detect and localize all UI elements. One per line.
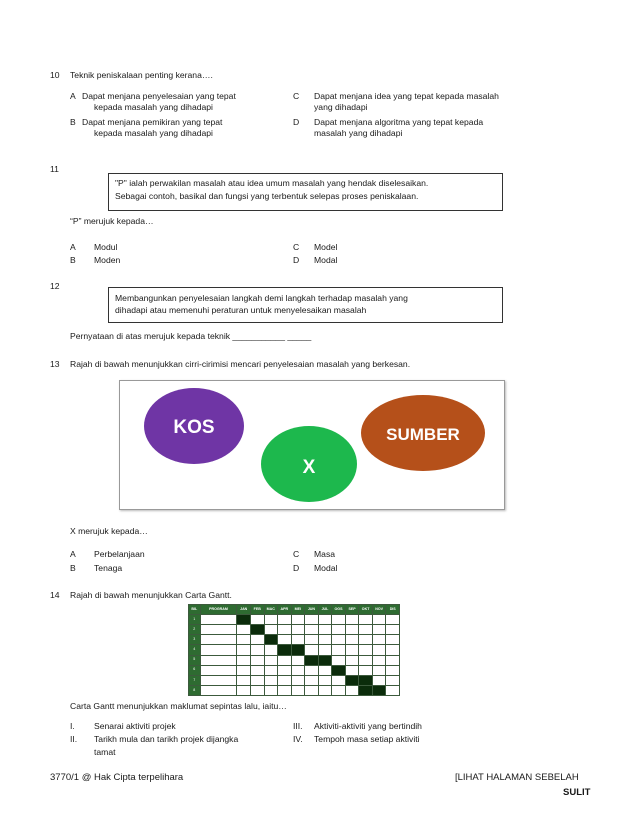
gantt-empty-cell (386, 685, 400, 695)
question-14-stem: Rajah di bawah menunjukkan Carta Gantt. (70, 590, 232, 600)
gantt-header-cell: OKT (359, 605, 373, 615)
gantt-empty-cell (305, 685, 319, 695)
gantt-empty-cell (386, 665, 400, 675)
q13-option-d-letter: D (293, 563, 300, 573)
gantt-empty-cell (372, 665, 386, 675)
q11-option-c: Model (314, 242, 338, 252)
gantt-empty-cell (332, 645, 346, 655)
q10-option-d-letter: D (293, 117, 300, 127)
gantt-program-cell (200, 635, 237, 645)
gantt-empty-cell (372, 635, 386, 645)
question-12-statement-box (108, 287, 503, 323)
q14-item3: Aktiviti-aktiviti yang bertindih (314, 721, 422, 731)
q14-item1-roman: I. (70, 721, 75, 731)
q10-option-d-line2: masalah yang dihadapi (314, 128, 403, 138)
q11-box-line1: "P" ialah perwakilan masalah atau idea umum masalah yang hendak diselesaikan. (115, 178, 429, 188)
gantt-empty-cell (237, 645, 251, 655)
venn-diagram (120, 381, 504, 509)
q10-option-a-letter: A (70, 91, 76, 101)
q10-option-b-letter: B (70, 117, 76, 127)
gantt-empty-cell (305, 665, 319, 675)
gantt-program-cell (200, 645, 237, 655)
gantt-empty-cell (305, 615, 319, 625)
q10-option-c-line2: yang dihadapi (314, 102, 368, 112)
gantt-bar-cell (332, 665, 346, 675)
gantt-row (189, 625, 400, 635)
footer-sulit: SULIT (563, 787, 591, 798)
gantt-program-cell (200, 665, 237, 675)
gantt-header-cell: DIS (386, 605, 400, 615)
q14-item4-roman: IV. (293, 734, 303, 744)
gantt-empty-cell (291, 665, 305, 675)
q13-option-a-letter: A (70, 549, 76, 559)
q14-item3-roman: III. (293, 721, 303, 731)
gantt-empty-cell (345, 685, 359, 695)
question-10-stem: Teknik peniskalaan penting kerana…. (70, 70, 213, 80)
gantt-row (189, 665, 400, 675)
gantt-bar-cell (345, 675, 359, 685)
gantt-header-cell: SEP (345, 605, 359, 615)
gantt-program-cell (200, 615, 237, 625)
gantt-empty-cell (305, 675, 319, 685)
gantt-empty-cell (291, 625, 305, 635)
question-13-number: 13 (50, 359, 60, 369)
gantt-chart (188, 604, 400, 696)
gantt-header-cell: JUL (318, 605, 332, 615)
circle-x-label: X (302, 457, 316, 478)
gantt-row (189, 675, 400, 685)
gantt-row-number: 7 (189, 675, 201, 685)
gantt-empty-cell (291, 675, 305, 685)
circle-kos-label: KOS (173, 417, 215, 438)
question-12-stem: Pernyataan di atas merujuk kepada teknik ___________ _____ (70, 331, 312, 341)
gantt-bar-cell (278, 645, 292, 655)
gantt-row (189, 685, 400, 695)
gantt-empty-cell (305, 635, 319, 645)
gantt-bar-cell (305, 655, 319, 665)
question-11-stem: “P” merujuk kepada… (70, 216, 154, 226)
gantt-empty-cell (332, 655, 346, 665)
gantt-empty-cell (359, 635, 373, 645)
gantt-empty-cell (386, 615, 400, 625)
q11-option-b: Moden (94, 255, 121, 265)
gantt-empty-cell (332, 615, 346, 625)
gantt-row (189, 635, 400, 645)
gantt-empty-cell (318, 625, 332, 635)
gantt-row (189, 615, 400, 625)
q10-option-c-letter: C (293, 91, 300, 101)
gantt-empty-cell (264, 625, 278, 635)
gantt-empty-cell (250, 665, 264, 675)
gantt-empty-cell (332, 685, 346, 695)
gantt-header-cell: NOV (372, 605, 386, 615)
gantt-row-number: 3 (189, 635, 201, 645)
gantt-empty-cell (264, 675, 278, 685)
gantt-row-number: 8 (189, 685, 201, 695)
gantt-empty-cell (264, 615, 278, 625)
question-11-number: 11 (50, 164, 59, 174)
gantt-bar-cell (359, 675, 373, 685)
gantt-empty-cell (359, 625, 373, 635)
gantt-empty-cell (386, 645, 400, 655)
circle-sumber-label: SUMBER (386, 425, 460, 444)
q10-option-b-line1: Dapat menjana pemikiran yang tepat (82, 117, 223, 127)
gantt-empty-cell (318, 685, 332, 695)
q13-option-c-letter: C (293, 549, 300, 559)
gantt-program-cell (200, 675, 237, 685)
gantt-empty-cell (332, 635, 346, 645)
footer-copyright: 3770/1 @ Hak Cipta terpelihara (50, 772, 184, 783)
gantt-empty-cell (278, 665, 292, 675)
gantt-empty-cell (386, 635, 400, 645)
gantt-bar-cell (291, 645, 305, 655)
gantt-row-number: 5 (189, 655, 201, 665)
q14-item2-line2: tamat (94, 747, 116, 757)
gantt-row-number: 4 (189, 645, 201, 655)
q13-option-b: Tenaga (94, 563, 123, 573)
gantt-empty-cell (237, 635, 251, 645)
gantt-program-cell (200, 625, 237, 635)
gantt-empty-cell (372, 675, 386, 685)
gantt-empty-cell (345, 655, 359, 665)
gantt-empty-cell (250, 615, 264, 625)
gantt-empty-cell (345, 645, 359, 655)
gantt-empty-cell (372, 645, 386, 655)
footer-next-page: [LIHAT HALAMAN SEBELAH (455, 772, 579, 783)
gantt-empty-cell (264, 685, 278, 695)
q13-option-c: Masa (314, 549, 336, 559)
gantt-empty-cell (359, 655, 373, 665)
gantt-empty-cell (250, 655, 264, 665)
gantt-header-cell: MEI (291, 605, 305, 615)
gantt-empty-cell (345, 665, 359, 675)
gantt-empty-cell (359, 645, 373, 655)
q11-option-d-letter: D (293, 255, 300, 265)
gantt-empty-cell (372, 615, 386, 625)
gantt-empty-cell (332, 625, 346, 635)
gantt-empty-cell (318, 645, 332, 655)
q14-item4: Tempoh masa setiap aktiviti (314, 734, 420, 744)
gantt-empty-cell (264, 665, 278, 675)
gantt-empty-cell (250, 645, 264, 655)
gantt-header-cell: OGS (332, 605, 346, 615)
gantt-empty-cell (278, 635, 292, 645)
gantt-empty-cell (345, 635, 359, 645)
gantt-empty-cell (250, 635, 264, 645)
gantt-header-cell: JUN (305, 605, 319, 615)
gantt-header-cell: APR (278, 605, 292, 615)
question-13-stem: Rajah di bawah menunjukkan cirri-cirimisi mencari penyelesaian masalah yang berkesan. (70, 359, 411, 369)
gantt-empty-cell (345, 625, 359, 635)
gantt-bar-cell (372, 685, 386, 695)
gantt-program-cell (200, 685, 237, 695)
gantt-empty-cell (332, 675, 346, 685)
gantt-empty-cell (278, 675, 292, 685)
gantt-empty-cell (318, 675, 332, 685)
gantt-empty-cell (237, 625, 251, 635)
q11-option-b-letter: B (70, 255, 76, 265)
q10-option-d-line1: Dapat menjana algoritma yang tepat kepada (314, 117, 484, 127)
gantt-empty-cell (291, 685, 305, 695)
gantt-row (189, 645, 400, 655)
q13-option-a: Perbelanjaan (94, 549, 145, 559)
gantt-empty-cell (264, 655, 278, 665)
q14-item2-line1: Tarikh mula dan tarikh projek dijangka (94, 734, 239, 744)
gantt-empty-cell (278, 655, 292, 665)
gantt-bar-cell (359, 685, 373, 695)
question-12-number: 12 (50, 281, 60, 291)
gantt-row-number: 1 (189, 615, 201, 625)
gantt-bar-cell (264, 635, 278, 645)
gantt-header-cell: MAC (264, 605, 278, 615)
q10-option-c-line1: Dapat menjana idea yang tepat kepada masalah (314, 91, 499, 101)
question-11-statement-box (108, 173, 503, 211)
gantt-header-cell: JAN (237, 605, 251, 615)
gantt-empty-cell (237, 685, 251, 695)
gantt-empty-cell (250, 675, 264, 685)
gantt-empty-cell (278, 615, 292, 625)
gantt-empty-cell (291, 615, 305, 625)
gantt-header-cell: PROGRAM (200, 605, 237, 615)
gantt-empty-cell (372, 655, 386, 665)
question-13-stem2: X merujuk kepada… (70, 526, 148, 536)
question-10-number: 10 (50, 70, 60, 80)
gantt-row-number: 6 (189, 665, 201, 675)
q11-option-d: Modal (314, 255, 338, 265)
gantt-empty-cell (372, 625, 386, 635)
q13-option-b-letter: B (70, 563, 76, 573)
gantt-header-row (189, 605, 400, 615)
q13-option-d: Modal (314, 563, 338, 573)
gantt-empty-cell (318, 615, 332, 625)
gantt-empty-cell (318, 635, 332, 645)
question-14-stem2: Carta Gantt menunjukkan maklumat sepintas lalu, iaitu… (70, 701, 287, 711)
gantt-empty-cell (305, 645, 319, 655)
q11-option-a-letter: A (70, 242, 76, 252)
gantt-table (188, 604, 400, 696)
q14-item2-roman: II. (70, 734, 78, 744)
gantt-empty-cell (305, 625, 319, 635)
gantt-empty-cell (318, 665, 332, 675)
gantt-header-cell: FEB (250, 605, 264, 615)
q11-option-a: Modul (94, 242, 118, 252)
q12-box-line1: Membangunkan penyelesaian langkah demi langkah terhadap masalah yang (115, 293, 408, 303)
gantt-empty-cell (386, 655, 400, 665)
gantt-empty-cell (359, 665, 373, 675)
q10-option-a-line2: kepada masalah yang dihadapi (94, 102, 213, 112)
q12-box-line2: dihadapi atau memenuhi peraturan untuk menyelesaikan masalah (115, 305, 367, 315)
question-14-number: 14 (50, 590, 60, 600)
gantt-row-number: 2 (189, 625, 201, 635)
gantt-empty-cell (237, 665, 251, 675)
gantt-bar-cell (250, 625, 264, 635)
venn-diagram-panel (119, 380, 505, 510)
q11-option-c-letter: C (293, 242, 300, 252)
gantt-empty-cell (345, 615, 359, 625)
gantt-header-cell: BIL (189, 605, 201, 615)
gantt-bar-cell (318, 655, 332, 665)
gantt-program-cell (200, 655, 237, 665)
gantt-row (189, 655, 400, 665)
q10-option-b-line2: kepada masalah yang dihadapi (94, 128, 213, 138)
gantt-empty-cell (264, 645, 278, 655)
gantt-empty-cell (237, 655, 251, 665)
gantt-empty-cell (278, 625, 292, 635)
q10-option-a-line1: Dapat menjana penyelesaian yang tepat (82, 91, 236, 101)
gantt-empty-cell (386, 675, 400, 685)
gantt-empty-cell (291, 655, 305, 665)
gantt-empty-cell (291, 635, 305, 645)
gantt-bar-cell (237, 615, 251, 625)
q11-box-line2: Sebagai contoh, basikal dan fungsi yang terbentuk selepas proses peniskalaan. (115, 191, 419, 201)
gantt-empty-cell (237, 675, 251, 685)
gantt-empty-cell (359, 615, 373, 625)
gantt-empty-cell (386, 625, 400, 635)
gantt-empty-cell (278, 685, 292, 695)
q14-item1: Senarai aktiviti projek (94, 721, 176, 731)
gantt-empty-cell (250, 685, 264, 695)
